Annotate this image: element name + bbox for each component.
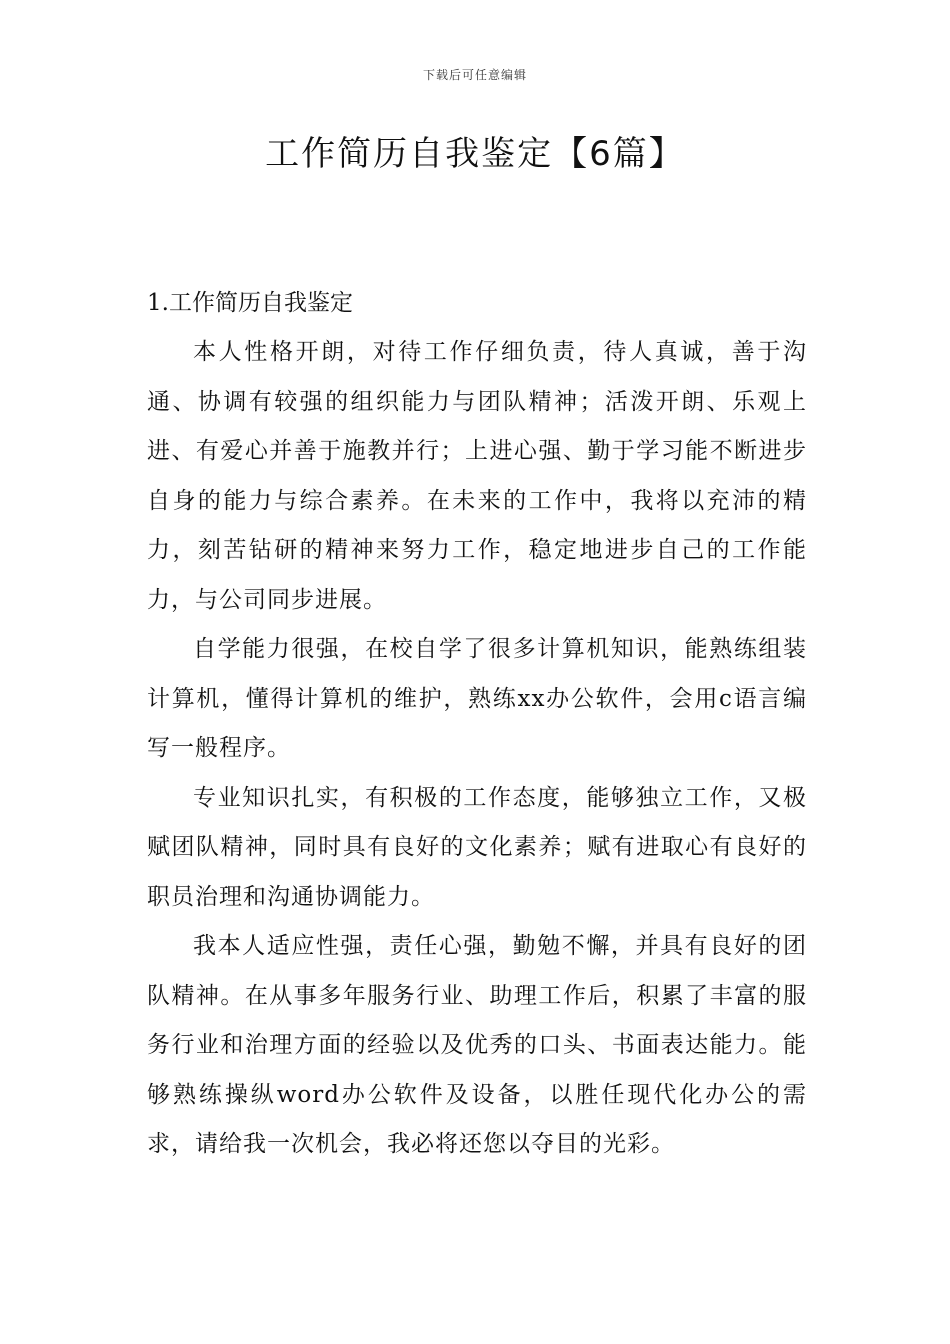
section-heading: 1.工作简历自我鉴定 bbox=[147, 290, 353, 316]
paragraph-4: 我本人适应性强，责任心强，勤勉不懈，并具有良好的团队精神。在从事多年服务行业、助理工作后，积累了丰富的服务行业和治理方面的经验以及优秀的口头、书面表达能力。能够熟练操纵word办公软件及设备，以胜任现代化办公的需求，请给我一次机会，我必将还您以夺目的光彩。 bbox=[147, 933, 807, 1157]
header-note: 下载后可任意编辑 bbox=[422, 68, 527, 82]
document-title: 工作简历自我鉴定【6篇】 bbox=[265, 134, 685, 174]
paragraph-3: 专业知识扎实，有积极的工作态度，能够独立工作，又极赋团队精神，同时具有良好的文化素养；赋有进取心有良好的职员治理和沟通协调能力。 bbox=[147, 784, 807, 910]
paragraph-2: 自学能力很强，在校自学了很多计算机知识，能熟练组装计算机，懂得计算机的维护，熟练xx办公软件，会用c语言编写一般程序。 bbox=[147, 636, 807, 761]
document-body bbox=[147, 278, 807, 1170]
paragraph-1: 本人性格开朗，对待工作仔细负责，待人真诚，善于沟通、协调有较强的组织能力与团队精神；活泼开朗、乐观上进、有爱心并善于施教并行；上进心强、勤于学习能不断进步自身的能力与综合素养。在未来的工作中，我将以充沛的精力，刻苦钻研的精神来努力工作，稳定地进步自己的工作能力，与公司同步进展。 bbox=[147, 339, 807, 613]
